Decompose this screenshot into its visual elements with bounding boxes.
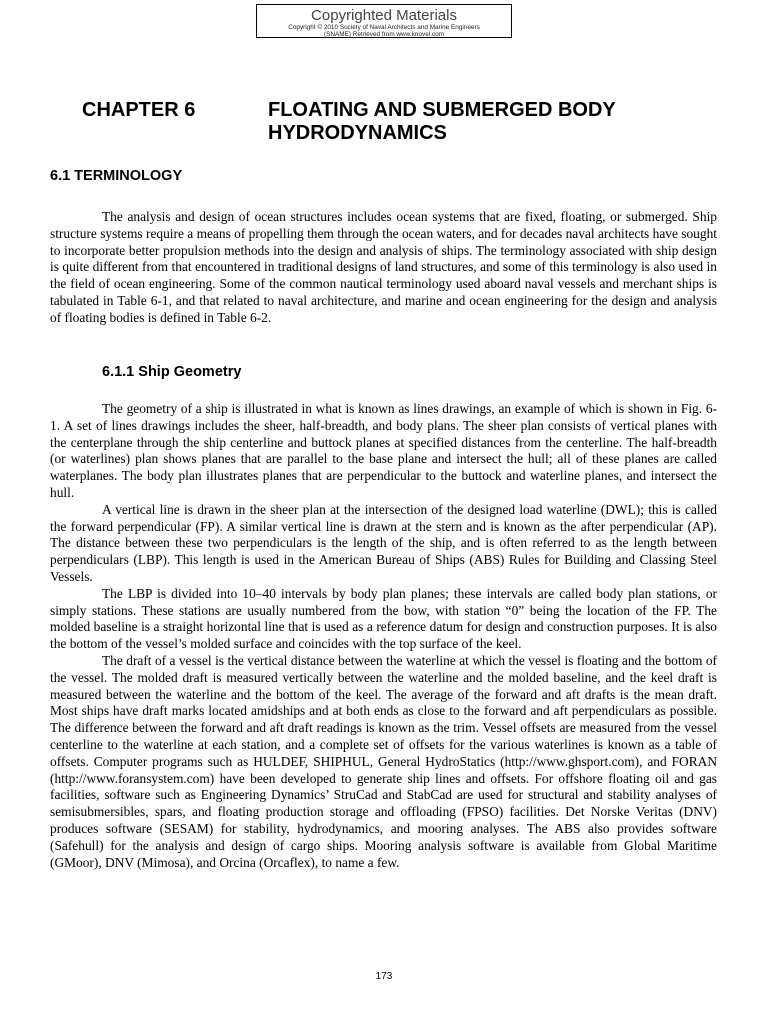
chapter-number: CHAPTER 6 xyxy=(82,99,196,121)
chapter-title: FLOATING AND SUBMERGED BODY HYDRODYNAMICS xyxy=(268,99,616,144)
watermark-title: Copyrighted Materials xyxy=(311,7,457,24)
paragraph: A vertical line is drawn in the sheer plan at the intersection of the designed load waterline (DWL); this is called the forward perpendicular (FP). A similar vertical line is drawn at the stern and is known as the after perpendicular (AP). The distance between these two perpendiculars is the length of the ship, and is often referred to as the length between perpendiculars (LBP). This length is used in the American Bureau of Ships (ABS) Rules for Building and Classing Steel Vessels. xyxy=(50,501,717,584)
subsection-body xyxy=(50,401,717,871)
watermark-source-line: (SNAME) Retrieved from www.knovel.com xyxy=(323,31,445,38)
copyright-watermark xyxy=(256,4,512,38)
paragraph: The geometry of a ship is illustrated in what is known as lines drawings, an example of which is shown in Fig. 6-1. A set of lines drawings includes the sheer, half-breadth, and body plans. The sheer plan consists of vertical planes with the centerplane through the ship centerline and buttock planes at specified distances from the centerline. The half-breadth (or waterlines) plan shows planes that are parallel to the base plane and intersect the hull; all of these planes are called waterplanes. The body plan illustrates planes that are perpendicular to the buttock and waterline planes, and intersect the hull. xyxy=(50,401,717,500)
paragraph: The LBP is divided into 10–40 intervals by body plan planes; these intervals are called body plan stations, or simply stations. These stations are usually numbered from the bow, with station “0” being the location of the FP. The molded baseline is a straight horizontal line that is used as a reference datum for design and construction purposes. It is also the bottom of the vessel’s molded surface and coincides with the top surface of the keel. xyxy=(50,585,717,652)
section-body xyxy=(50,209,717,327)
paragraph: The analysis and design of ocean structures includes ocean systems that are fixed, floating, or submerged. Ship structure systems require a means of propelling them through the ocean waters, and for decades naval architects have sought to incorporate better propulsion methods into the design and analysis of ships. The terminology associated with ship design is quite different from that encountered in traditional designs of land structures, and some of this terminology is also used in the field of ocean engineering. Some of the common nautical terminology used aboard naval vessels and merchant ships is tabulated in Table 6-1, and that related to naval architecture, and marine and ocean engineering for the design and analysis of floating bodies is defined in Table 6-2. xyxy=(50,209,717,325)
paragraph: The draft of a vessel is the vertical distance between the waterline at which the vessel is floating and the bottom of the vessel. The molded draft is measured vertically between the waterline and the molded baseline, and the keel draft is measured between the waterline and the bottom of the keel. The average of the forward and aft drafts is the mean draft. Most ships have draft marks located amidships and at both ends as close to the forward and aft perpendiculars as possible. The difference between the forward and aft draft readings is known as the trim. Vessel offsets are measured from the vessel centerline to the waterline at each station, and a complete set of offsets for the various waterlines is known as a table of offsets. Computer programs such as HULDEF, SHIPHUL, General HydroStatics (http://www.ghsport.com), and FORAN (http://www.foransystem.com) have been developed to generate ship lines and offsets. For offshore floating oil and gas facilities, software such as Engineering Dynamics’ StruCad and StabCad are used for structural and stability analyses of semisubmersibles, spars, and floating production storage and offloading (FPSO) facilities. Det Norske Veritas (DNV) produces software (SESAM) for stability, hydrodynamics, and mooring analyses. The ABS also provides software (Safehull) for the analysis and design of cargo ships. Mooring analysis software is available from Global Maritime (GMoor), DNV (Mimosa), and Orcina (Orcaflex), to name a few. xyxy=(50,652,717,870)
section-heading: 6.1 TERMINOLOGY xyxy=(50,168,183,184)
subsection-heading: 6.1.1 Ship Geometry xyxy=(102,364,242,380)
watermark-copyright-line: Copyright © 2010 Society of Naval Architects and Marine Engineers xyxy=(288,24,480,31)
page-number: 173 xyxy=(375,971,393,982)
